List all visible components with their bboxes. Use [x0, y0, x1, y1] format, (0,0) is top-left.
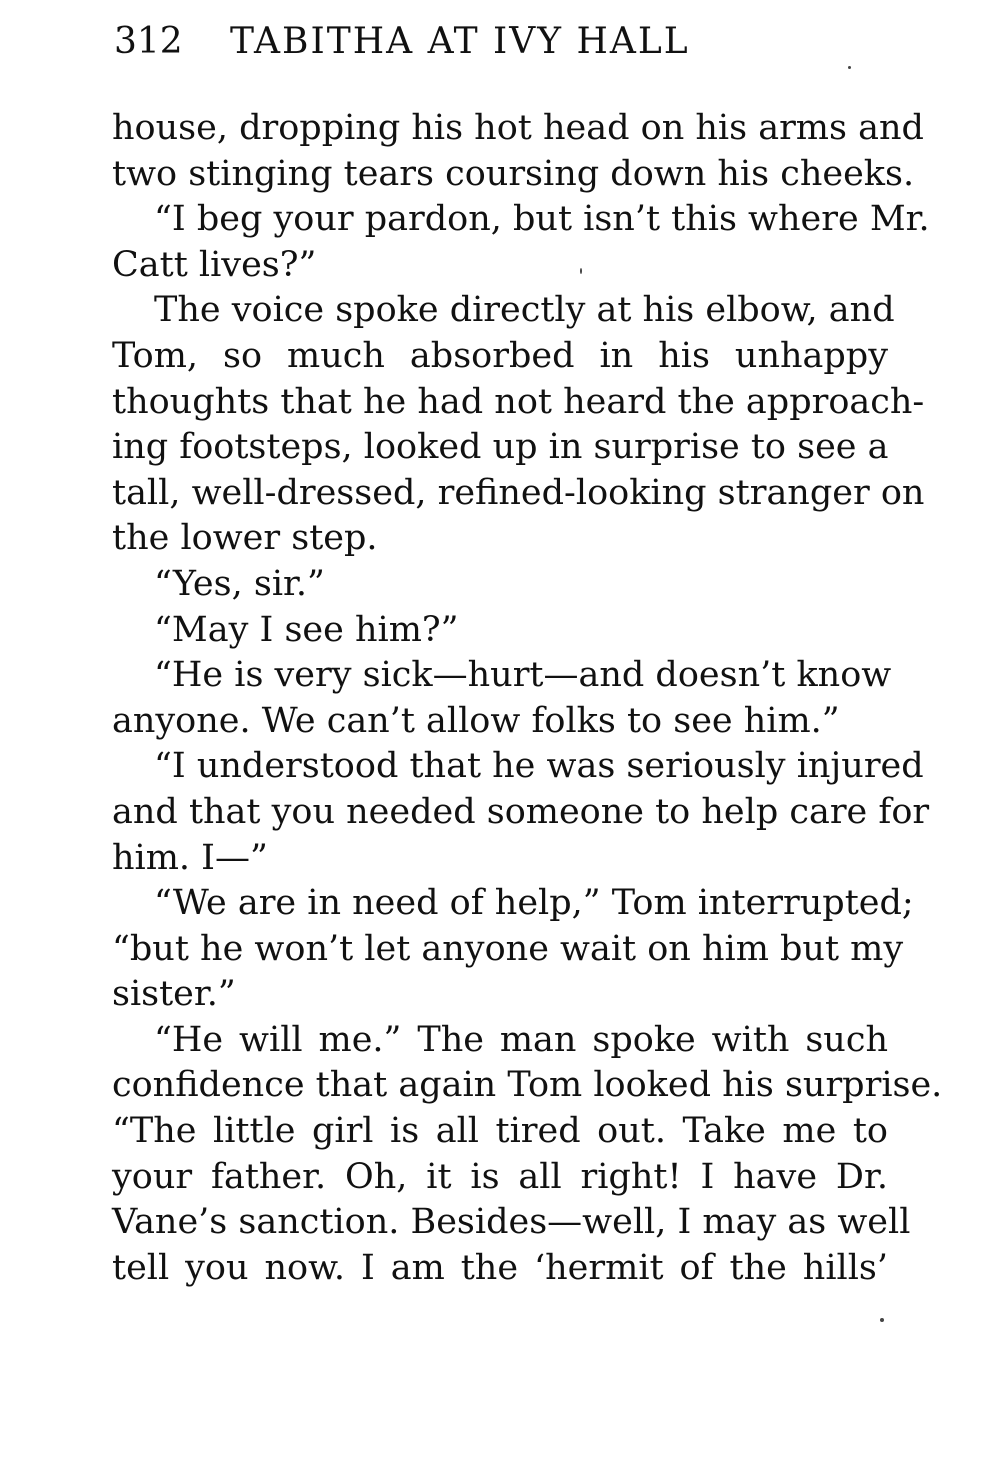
- scan-speck: [848, 66, 851, 69]
- text-line: Catt lives?”: [112, 244, 317, 285]
- scan-speck: [580, 268, 582, 274]
- text-line: ing footsteps, looked up in surprise to see a: [112, 427, 889, 468]
- text-line: confidence that again Tom looked his surprise.: [112, 1065, 943, 1106]
- text-line: tall, well-dressed, refined-looking stranger on: [112, 472, 925, 513]
- text-line: Tom, so much absorbed in his unhappy: [112, 335, 888, 376]
- page-number: 312: [114, 21, 183, 62]
- text-line: “May I see him?”: [154, 609, 459, 650]
- text-line: The voice spoke directly at his elbow, and: [154, 290, 895, 331]
- text-line: your father. Oh, it is all right! I have Dr.: [112, 1156, 888, 1197]
- text-line: two stinging tears coursing down his cheeks.: [112, 153, 915, 194]
- text-line: house, dropping his hot head on his arms and: [112, 108, 924, 148]
- running-head: [114, 16, 894, 68]
- text-line: “He will me.” The man spoke with such: [154, 1019, 888, 1060]
- scan-speck: [880, 1318, 884, 1322]
- text-line: “Yes, sir.”: [154, 563, 325, 604]
- text-line: anyone. We can’t allow folks to see him.”: [112, 700, 840, 741]
- text-line: sister.”: [112, 974, 236, 1015]
- text-line: the lower step.: [112, 518, 378, 559]
- text-line: “I understood that he was seriously injured: [154, 746, 924, 787]
- text-line: “but he won’t let anyone wait on him but my: [112, 928, 904, 969]
- body-text: [112, 106, 943, 1291]
- text-line: Vane’s sanction. Besides—well, I may as well: [112, 1202, 911, 1243]
- text-line: thoughts that he had not heard the approach-: [112, 381, 925, 422]
- text-line: “The little girl is all tired out. Take me to: [112, 1111, 888, 1152]
- text-line: “We are in need of help,” Tom interrupted;: [154, 883, 914, 924]
- text-line: “I beg your pardon, but isn’t this where Mr.: [154, 199, 930, 240]
- text-line: “He is very sick—hurt—and doesn’t know: [154, 655, 892, 696]
- text-line: and that you needed someone to help care for: [112, 791, 930, 832]
- text-line: him. I—”: [112, 837, 268, 878]
- book-title: TABITHA AT IVY HALL: [230, 21, 690, 62]
- text-line: tell you now. I am the ‘hermit of the hills’: [112, 1247, 888, 1288]
